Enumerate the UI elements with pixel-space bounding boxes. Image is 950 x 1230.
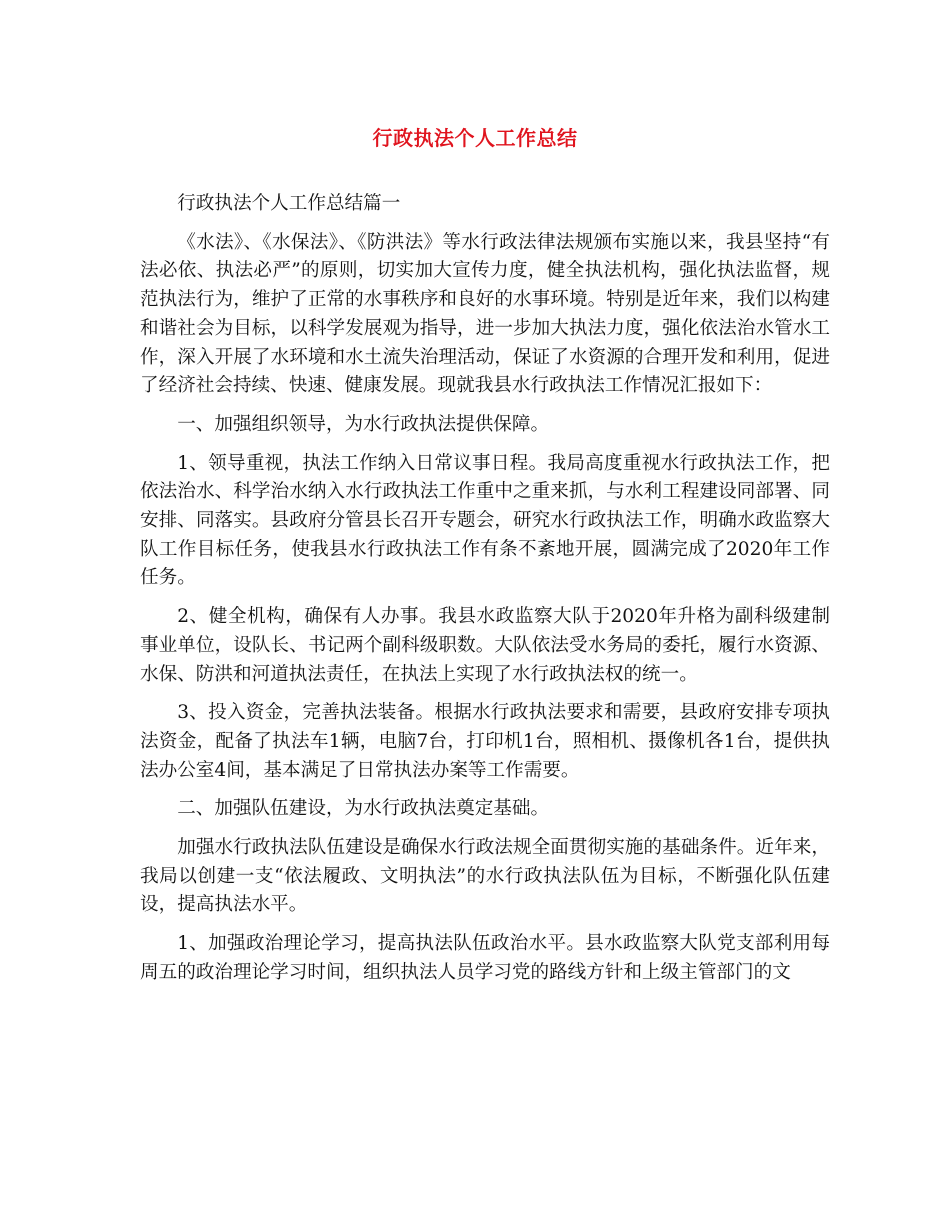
- section-heading-1: 一、加强组织领导，为水行政执法提供保障。: [177, 413, 550, 435]
- document-title: 行政执法个人工作总结: [372, 126, 578, 150]
- section-heading-2: 二、加强队伍建设，为水行政执法奠定基础。: [177, 798, 550, 820]
- document-body: [140, 190, 830, 998]
- paragraph-1-3: 3、投入资金，完善执法装备。根据水行政执法要求和需要，县政府安排专项执法资金，配备了执法车1辆，电脑7台，打印机1台，照相机、摄像机各1台，提供执法办公室4间，基本满足了日常执法办案等工作需要。: [140, 702, 830, 781]
- paragraph-intro: 《水法》、《水保法》、《防洪法》等水行政法律法规颁布实施以来，我县坚持“有法必依、执法必严”的原则，切实加大宣传力度，健全执法机构，强化执法监督，规范执法行为，维护了正常的水事秩序和良好的水事环境。特别是近年来，我们以构建和谐社会为目标，以科学发展观为指导，进一步加大执法力度，强化依法治水管水工作，深入开展了水环境和水土流失治理活动，保证了水资源的合理开发和利用，促进了经济社会持续、快速、健康发展。现就我县水行政执法工作情况汇报如下：: [140, 231, 830, 397]
- paragraph-1-1: 1、领导重视，执法工作纳入日常议事日程。我局高度重视水行政执法工作，把依法治水、科学治水纳入水行政执法工作重中之重来抓，与水利工程建设同部署、同安排、同落实。县政府分管县长召开专题会，研究水行政执法工作，明确水政监察大队工作目标任务，使我县水行政执法工作有条不紊地开展，圆满完成了2020年工作任务。: [140, 452, 830, 589]
- document-subtitle: 行政执法个人工作总结篇一: [177, 193, 401, 214]
- paragraph-2-intro: 加强水行政执法队伍建设是确保水行政法规全面贯彻实施的基础条件。近年来，我局以创建一支“依法履政、文明执法”的水行政执法队伍为目标，不断强化队伍建设，提高执法水平。: [140, 837, 830, 916]
- paragraph-2-1: 1、加强政治理论学习，提高执法队伍政治水平。县水政监察大队党支部利用每周五的政治理论学习时间，组织执法人员学习党的路线方针和上级主管部门的文: [140, 933, 830, 983]
- paragraph-1-2: 2、健全机构，确保有人办事。我县水政监察大队于2020年升格为副科级建制事业单位，设队长、书记两个副科级职数。大队依法受水务局的委托，履行水资源、水保、防洪和河道执法责任，在执法上实现了水行政执法权的统一。: [140, 606, 830, 685]
